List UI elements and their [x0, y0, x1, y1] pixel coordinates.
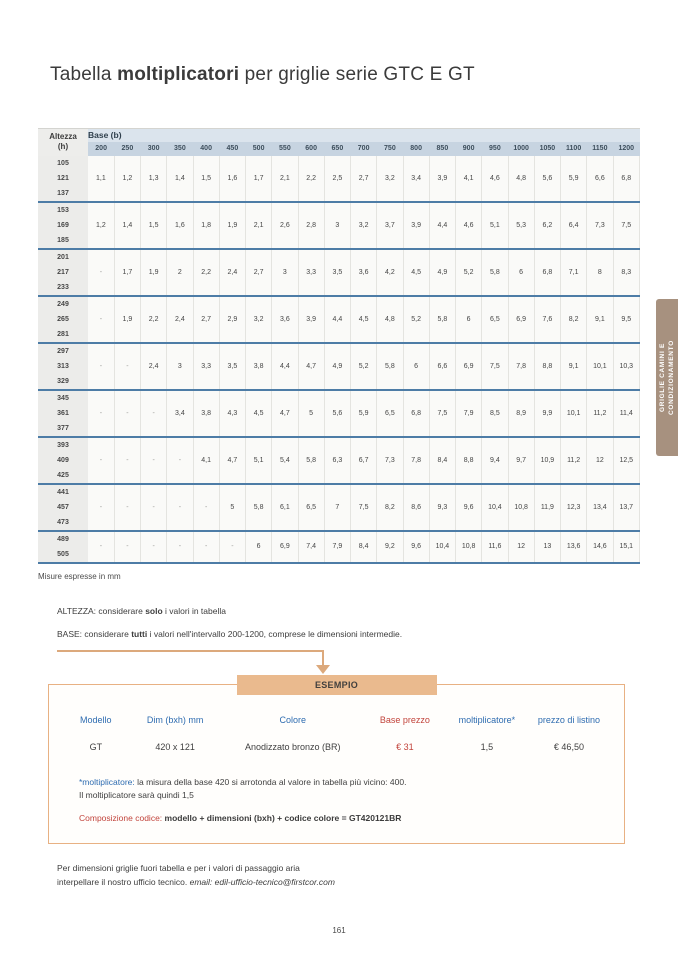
multiplier-cell: 5,8	[482, 249, 508, 296]
side-tab-line2: CONDIZIONAMENTO	[667, 339, 675, 416]
note-altezza-pre: ALTEZZA: considerare	[57, 606, 146, 616]
multiplier-cell: -	[114, 343, 140, 390]
multiplier-cell: 6	[246, 531, 272, 563]
multiplier-cell: 9,6	[403, 531, 429, 563]
esempio-header: ESEMPIO	[237, 675, 437, 695]
multiplier-table-section	[38, 128, 640, 581]
esempio-col-header: moltiplicatore*	[458, 715, 516, 725]
multiplier-cell: 8,4	[429, 437, 455, 484]
multiplier-cell: 1,9	[141, 249, 167, 296]
base-col-header: 450	[219, 142, 245, 156]
multiplier-cell: 1,8	[193, 202, 219, 249]
multiplier-cell: 8	[587, 249, 613, 296]
multiplier-cell: 4,6	[482, 156, 508, 202]
esempio-col-header: Colore	[279, 715, 306, 725]
multiplier-cell: 2,4	[167, 296, 193, 343]
height-labels: 345 361 377	[38, 390, 88, 437]
multiplier-cell: -	[88, 249, 114, 296]
height-labels: 153 169 185	[38, 202, 88, 249]
multiplier-cell: 7	[324, 484, 350, 531]
multiplier-cell: 3,5	[324, 249, 350, 296]
multiplier-cell: 14,6	[587, 531, 613, 563]
multiplier-cell: 5,1	[482, 202, 508, 249]
base-col-header: 1000	[508, 142, 534, 156]
multiplier-cell: 7,3	[587, 202, 613, 249]
multiplier-cell: -	[88, 484, 114, 531]
multiplier-cell: 10,3	[613, 343, 640, 390]
height-labels: 201 217 233	[38, 249, 88, 296]
height-labels: 441 457 473	[38, 484, 88, 531]
multiplier-cell: 9,9	[534, 390, 560, 437]
multiplier-cell: 5,9	[561, 156, 587, 202]
multiplier-cell: 4,4	[324, 296, 350, 343]
multiplier-cell: 4,6	[456, 202, 482, 249]
multiplier-cell: 7,5	[482, 343, 508, 390]
multiplier-cell: 2,1	[272, 156, 298, 202]
multiplier-cell: 6	[508, 249, 534, 296]
base-col-header: 200	[88, 142, 114, 156]
footer-line1: Per dimensioni griglie fuori tabella e per i valori di passaggio aria	[57, 863, 300, 873]
multiplier-cell: 7,8	[403, 437, 429, 484]
multiplier-cell: 5	[298, 390, 324, 437]
base-header: Base (b)	[88, 129, 640, 142]
base-col-header: 250	[114, 142, 140, 156]
esempio-note-composizione	[79, 813, 624, 823]
multiplier-cell: 6,5	[377, 390, 403, 437]
multiplier-cell: -	[141, 531, 167, 563]
multiplier-cell: -	[88, 531, 114, 563]
page-title-pre: Tabella	[50, 64, 118, 85]
multiplier-cell: 7,4	[298, 531, 324, 563]
esempio-note2-label: Composizione codice:	[79, 813, 163, 824]
base-col-header: 800	[403, 142, 429, 156]
base-col-header: 550	[272, 142, 298, 156]
base-col-header: 1150	[587, 142, 613, 156]
multiplier-cell: 5,8	[429, 296, 455, 343]
multiplier-cell: 15,1	[613, 531, 640, 563]
multiplier-cell: -	[167, 531, 193, 563]
multiplier-cell: -	[114, 484, 140, 531]
multiplier-cell: 4,9	[324, 343, 350, 390]
esempio-cell: € 46,50	[553, 742, 584, 752]
multiplier-cell: 8,2	[377, 484, 403, 531]
multiplier-cell: -	[114, 531, 140, 563]
multiplier-cell: 2,7	[193, 296, 219, 343]
footer-contact	[57, 862, 335, 889]
multiplier-cell: 6,9	[456, 343, 482, 390]
multiplier-cell: 2,9	[219, 296, 245, 343]
multiplier-cell: 10,4	[429, 531, 455, 563]
multiplier-cell: 7,5	[429, 390, 455, 437]
esempio-note-moltiplicatore	[79, 776, 624, 802]
multiplier-cell: 8,9	[508, 390, 534, 437]
multiplier-cell: 4,5	[403, 249, 429, 296]
multiplier-cell: 6,9	[272, 531, 298, 563]
multiplier-cell: 8,8	[534, 343, 560, 390]
multiplier-cell: 6,2	[534, 202, 560, 249]
multiplier-cell: 1,6	[167, 202, 193, 249]
base-col-header: 650	[324, 142, 350, 156]
multiplier-cell: 4,9	[429, 249, 455, 296]
multiplier-cell: 2,5	[324, 156, 350, 202]
multiplier-cell: -	[167, 484, 193, 531]
esempio-box	[48, 680, 625, 844]
multiplier-cell: 10,1	[561, 390, 587, 437]
multiplier-cell: 7,3	[377, 437, 403, 484]
esempio-cell: € 31	[396, 742, 414, 752]
multiplier-cell: 6,8	[613, 156, 640, 202]
multiplier-cell: 3,7	[377, 202, 403, 249]
multiplier-cell: -	[88, 343, 114, 390]
multiplier-cell: 1,9	[114, 296, 140, 343]
esempio-cell: 420 x 121	[155, 742, 195, 752]
multiplier-cell: 9,1	[587, 296, 613, 343]
multiplier-cell: 10,9	[534, 437, 560, 484]
multiplier-cell: 8,6	[403, 484, 429, 531]
multiplier-cell: 3,2	[351, 202, 377, 249]
multiplier-cell: 1,4	[167, 156, 193, 202]
esempio-col-header: Base prezzo	[379, 715, 430, 725]
height-labels: 249 265 281	[38, 296, 88, 343]
multiplier-cell: 5,8	[298, 437, 324, 484]
multiplier-cell: 5,4	[272, 437, 298, 484]
multiplier-cell: 2,7	[246, 249, 272, 296]
multiplier-cell: 3,4	[403, 156, 429, 202]
multiplier-cell: 5	[219, 484, 245, 531]
multiplier-cell: -	[167, 437, 193, 484]
multiplier-cell: 2,2	[298, 156, 324, 202]
multiplier-cell: 3,5	[219, 343, 245, 390]
multiplier-cell: -	[141, 484, 167, 531]
multiplier-cell: 7,5	[613, 202, 640, 249]
multiplier-cell: 7,8	[508, 343, 534, 390]
page-title-post: per griglie serie GTC E GT	[239, 64, 475, 85]
multiplier-cell: 13,4	[587, 484, 613, 531]
multiplier-cell: 4,5	[351, 296, 377, 343]
multiplier-cell: 4,4	[272, 343, 298, 390]
base-col-header: 400	[193, 142, 219, 156]
multiplier-cell: 3,9	[429, 156, 455, 202]
multiplier-cell: 4,4	[429, 202, 455, 249]
multiplier-cell: 10,8	[508, 484, 534, 531]
multiplier-cell: 5,3	[508, 202, 534, 249]
multiplier-cell: 6	[403, 343, 429, 390]
side-tab-griglie-camini[interactable]	[656, 299, 678, 456]
base-col-header: 1200	[613, 142, 640, 156]
multiplier-cell: 7,9	[324, 531, 350, 563]
esempio-col-header: Modello	[80, 715, 112, 725]
multiplier-cell: 8,3	[613, 249, 640, 296]
multiplier-cell: 3,8	[246, 343, 272, 390]
height-labels: 489 505	[38, 531, 88, 563]
base-col-header: 850	[429, 142, 455, 156]
multiplier-cell: 3,6	[351, 249, 377, 296]
multiplier-cell: 13	[534, 531, 560, 563]
esempio-cell: 1,5	[480, 742, 494, 752]
multiplier-cell: 8,4	[351, 531, 377, 563]
multiplier-cell: 6,6	[587, 156, 613, 202]
base-col-header: 1050	[534, 142, 560, 156]
esempio-cell: GT	[89, 742, 103, 752]
multiplier-cell: 11,2	[561, 437, 587, 484]
multiplier-cell: 7,1	[561, 249, 587, 296]
base-col-header: 950	[482, 142, 508, 156]
multiplier-cell: 7,9	[456, 390, 482, 437]
multiplier-cell: 5,9	[351, 390, 377, 437]
note-base-bold: tutti	[131, 629, 148, 639]
multiplier-cell: 1,3	[141, 156, 167, 202]
multiplier-cell: -	[193, 531, 219, 563]
multiplier-cell: 4,8	[508, 156, 534, 202]
multiplier-cell: 3	[167, 343, 193, 390]
multiplier-cell: 8,5	[482, 390, 508, 437]
multiplier-cell: 5,8	[246, 484, 272, 531]
multiplier-cell: 5,2	[456, 249, 482, 296]
multiplier-cell: 4,5	[246, 390, 272, 437]
multiplier-cell: 3,6	[272, 296, 298, 343]
base-col-header: 750	[377, 142, 403, 156]
multiplier-cell: -	[193, 484, 219, 531]
multiplier-cell: 5,8	[377, 343, 403, 390]
multiplier-cell: 6,8	[403, 390, 429, 437]
multiplier-cell: 7,6	[534, 296, 560, 343]
multiplier-cell: 1,7	[114, 249, 140, 296]
multiplier-cell: 13,6	[561, 531, 587, 563]
multiplier-cell: 11,2	[587, 390, 613, 437]
base-col-header: 600	[298, 142, 324, 156]
multiplier-cell: 6,6	[429, 343, 455, 390]
note-altezza	[57, 606, 226, 616]
multiplier-cell: 9,4	[482, 437, 508, 484]
multiplier-cell: 3,3	[298, 249, 324, 296]
note-base	[57, 629, 402, 639]
multiplier-cell: -	[114, 437, 140, 484]
arrow-down-icon	[316, 665, 330, 674]
multiplier-cell: -	[141, 437, 167, 484]
base-col-header: 700	[351, 142, 377, 156]
multiplier-cell: 9,1	[561, 343, 587, 390]
multiplier-cell: 2,2	[193, 249, 219, 296]
base-col-header: 500	[246, 142, 272, 156]
multiplier-cell: 6,7	[351, 437, 377, 484]
page-title	[50, 64, 475, 86]
multiplier-cell: 11,9	[534, 484, 560, 531]
multiplier-cell: 4,7	[272, 390, 298, 437]
multiplier-cell: 1,1	[88, 156, 114, 202]
esempio-col-header: Dim (bxh) mm	[146, 715, 204, 725]
multiplier-cell: 3	[272, 249, 298, 296]
multiplier-cell: 2,4	[141, 343, 167, 390]
multiplier-cell: 2,7	[351, 156, 377, 202]
multiplier-cell: 12,3	[561, 484, 587, 531]
multiplier-cell: 9,7	[508, 437, 534, 484]
multiplier-cell: 13,7	[613, 484, 640, 531]
multiplier-cell: 5,6	[324, 390, 350, 437]
multiplier-cell: 9,3	[429, 484, 455, 531]
multiplier-cell: 7,5	[351, 484, 377, 531]
note-altezza-post: i valori in tabella	[162, 606, 226, 616]
esempio-note2-text: modello + dimensioni (bxh) + codice colore = GT420121BR	[162, 813, 402, 824]
esempio-table	[49, 685, 624, 752]
multiplier-cell: 9,2	[377, 531, 403, 563]
multiplier-cell: 4,1	[456, 156, 482, 202]
height-labels: 393 409 425	[38, 437, 88, 484]
multiplier-cell: 2,8	[298, 202, 324, 249]
multiplier-cell: 6,5	[298, 484, 324, 531]
multiplier-cell: 3,2	[377, 156, 403, 202]
esempio-col-header: prezzo di listino	[537, 715, 600, 725]
multiplier-cell: 3	[324, 202, 350, 249]
multiplier-cell: 4,2	[377, 249, 403, 296]
height-labels: 105 121 137	[38, 156, 88, 202]
table-footnote: Misure espresse in mm	[38, 571, 121, 581]
multiplier-cell: 6,8	[534, 249, 560, 296]
multiplier-cell: 3,8	[193, 390, 219, 437]
multiplier-cell: -	[88, 390, 114, 437]
multiplier-cell: 12	[587, 437, 613, 484]
multiplier-cell: 4,3	[219, 390, 245, 437]
multiplier-cell: 12,5	[613, 437, 640, 484]
multiplier-cell: 1,2	[114, 156, 140, 202]
esempio-cell: Anodizzato bronzo (BR)	[244, 742, 341, 752]
multiplier-cell: 5,6	[534, 156, 560, 202]
side-tab-line1: GRIGLIE CAMINI E	[658, 343, 666, 412]
multiplier-cell: 11,4	[613, 390, 640, 437]
multiplier-cell: 8,2	[561, 296, 587, 343]
multiplier-cell: 10,4	[482, 484, 508, 531]
footer-email: email: edil-ufficio-tecnico@firstcor.com	[189, 876, 335, 887]
multiplier-cell: 3,4	[167, 390, 193, 437]
multiplier-cell: -	[88, 437, 114, 484]
multiplier-cell: 2	[167, 249, 193, 296]
multiplier-cell: -	[219, 531, 245, 563]
note-base-post: i valori nell'intervallo 200-1200, comprese le dimensioni intermedie.	[147, 629, 403, 639]
multiplier-cell: 10,8	[456, 531, 482, 563]
note-altezza-bold: solo	[145, 606, 163, 616]
multiplier-cell: 6,9	[508, 296, 534, 343]
multiplier-cell: 12	[508, 531, 534, 563]
multiplier-cell: 3,3	[193, 343, 219, 390]
multiplier-cell: -	[141, 390, 167, 437]
multiplier-table	[38, 128, 640, 564]
multiplier-cell: -	[88, 296, 114, 343]
multiplier-cell: -	[114, 390, 140, 437]
multiplier-cell: 8,8	[456, 437, 482, 484]
esempio-note1-line2: Il moltiplicatore sarà quindi 1,5	[79, 790, 194, 801]
multiplier-cell: 1,6	[219, 156, 245, 202]
multiplier-cell: 6,5	[482, 296, 508, 343]
base-col-header: 350	[167, 142, 193, 156]
height-labels: 297 313 329	[38, 343, 88, 390]
multiplier-cell: 1,2	[88, 202, 114, 249]
multiplier-cell: 9,6	[456, 484, 482, 531]
multiplier-cell: 11,6	[482, 531, 508, 563]
multiplier-cell: 2,4	[219, 249, 245, 296]
connector-line-horizontal	[57, 650, 324, 652]
multiplier-cell: 4,8	[377, 296, 403, 343]
multiplier-cell: 1,5	[193, 156, 219, 202]
multiplier-cell: 5,2	[403, 296, 429, 343]
multiplier-cell: 3,2	[246, 296, 272, 343]
multiplier-cell: 2,1	[246, 202, 272, 249]
footer-line2-pre: interpellare il nostro ufficio tecnico.	[57, 876, 190, 887]
multiplier-cell: 4,7	[219, 437, 245, 484]
base-col-header: 1100	[561, 142, 587, 156]
multiplier-cell: 3,9	[403, 202, 429, 249]
multiplier-cell: 4,7	[298, 343, 324, 390]
multiplier-cell: 10,1	[587, 343, 613, 390]
multiplier-cell: 5,2	[351, 343, 377, 390]
multiplier-cell: 1,9	[219, 202, 245, 249]
connector-line-vertical	[322, 650, 324, 665]
note-base-pre: BASE: considerare	[57, 629, 132, 639]
multiplier-cell: 1,5	[141, 202, 167, 249]
multiplier-cell: 2,6	[272, 202, 298, 249]
multiplier-cell: 2,2	[141, 296, 167, 343]
page-title-bold: moltiplicatori	[117, 64, 240, 85]
multiplier-cell: 1,4	[114, 202, 140, 249]
multiplier-cell: 5,1	[246, 437, 272, 484]
multiplier-cell: 6	[456, 296, 482, 343]
multiplier-cell: 6,3	[324, 437, 350, 484]
base-col-header: 900	[456, 142, 482, 156]
multiplier-cell: 3,9	[298, 296, 324, 343]
multiplier-cell: 6,4	[561, 202, 587, 249]
multiplier-cell: 4,1	[193, 437, 219, 484]
esempio-note1-text: la misura della base 420 si arrotonda al valore in tabella più vicino: 400.	[134, 777, 407, 787]
base-col-header: 300	[141, 142, 167, 156]
esempio-note1-label: *moltiplicatore:	[79, 777, 135, 787]
altezza-header: Altezza (h)	[38, 129, 88, 156]
multiplier-cell: 9,5	[613, 296, 640, 343]
multiplier-cell: 6,1	[272, 484, 298, 531]
multiplier-cell: 1,7	[246, 156, 272, 202]
page-number: 161	[332, 926, 346, 935]
